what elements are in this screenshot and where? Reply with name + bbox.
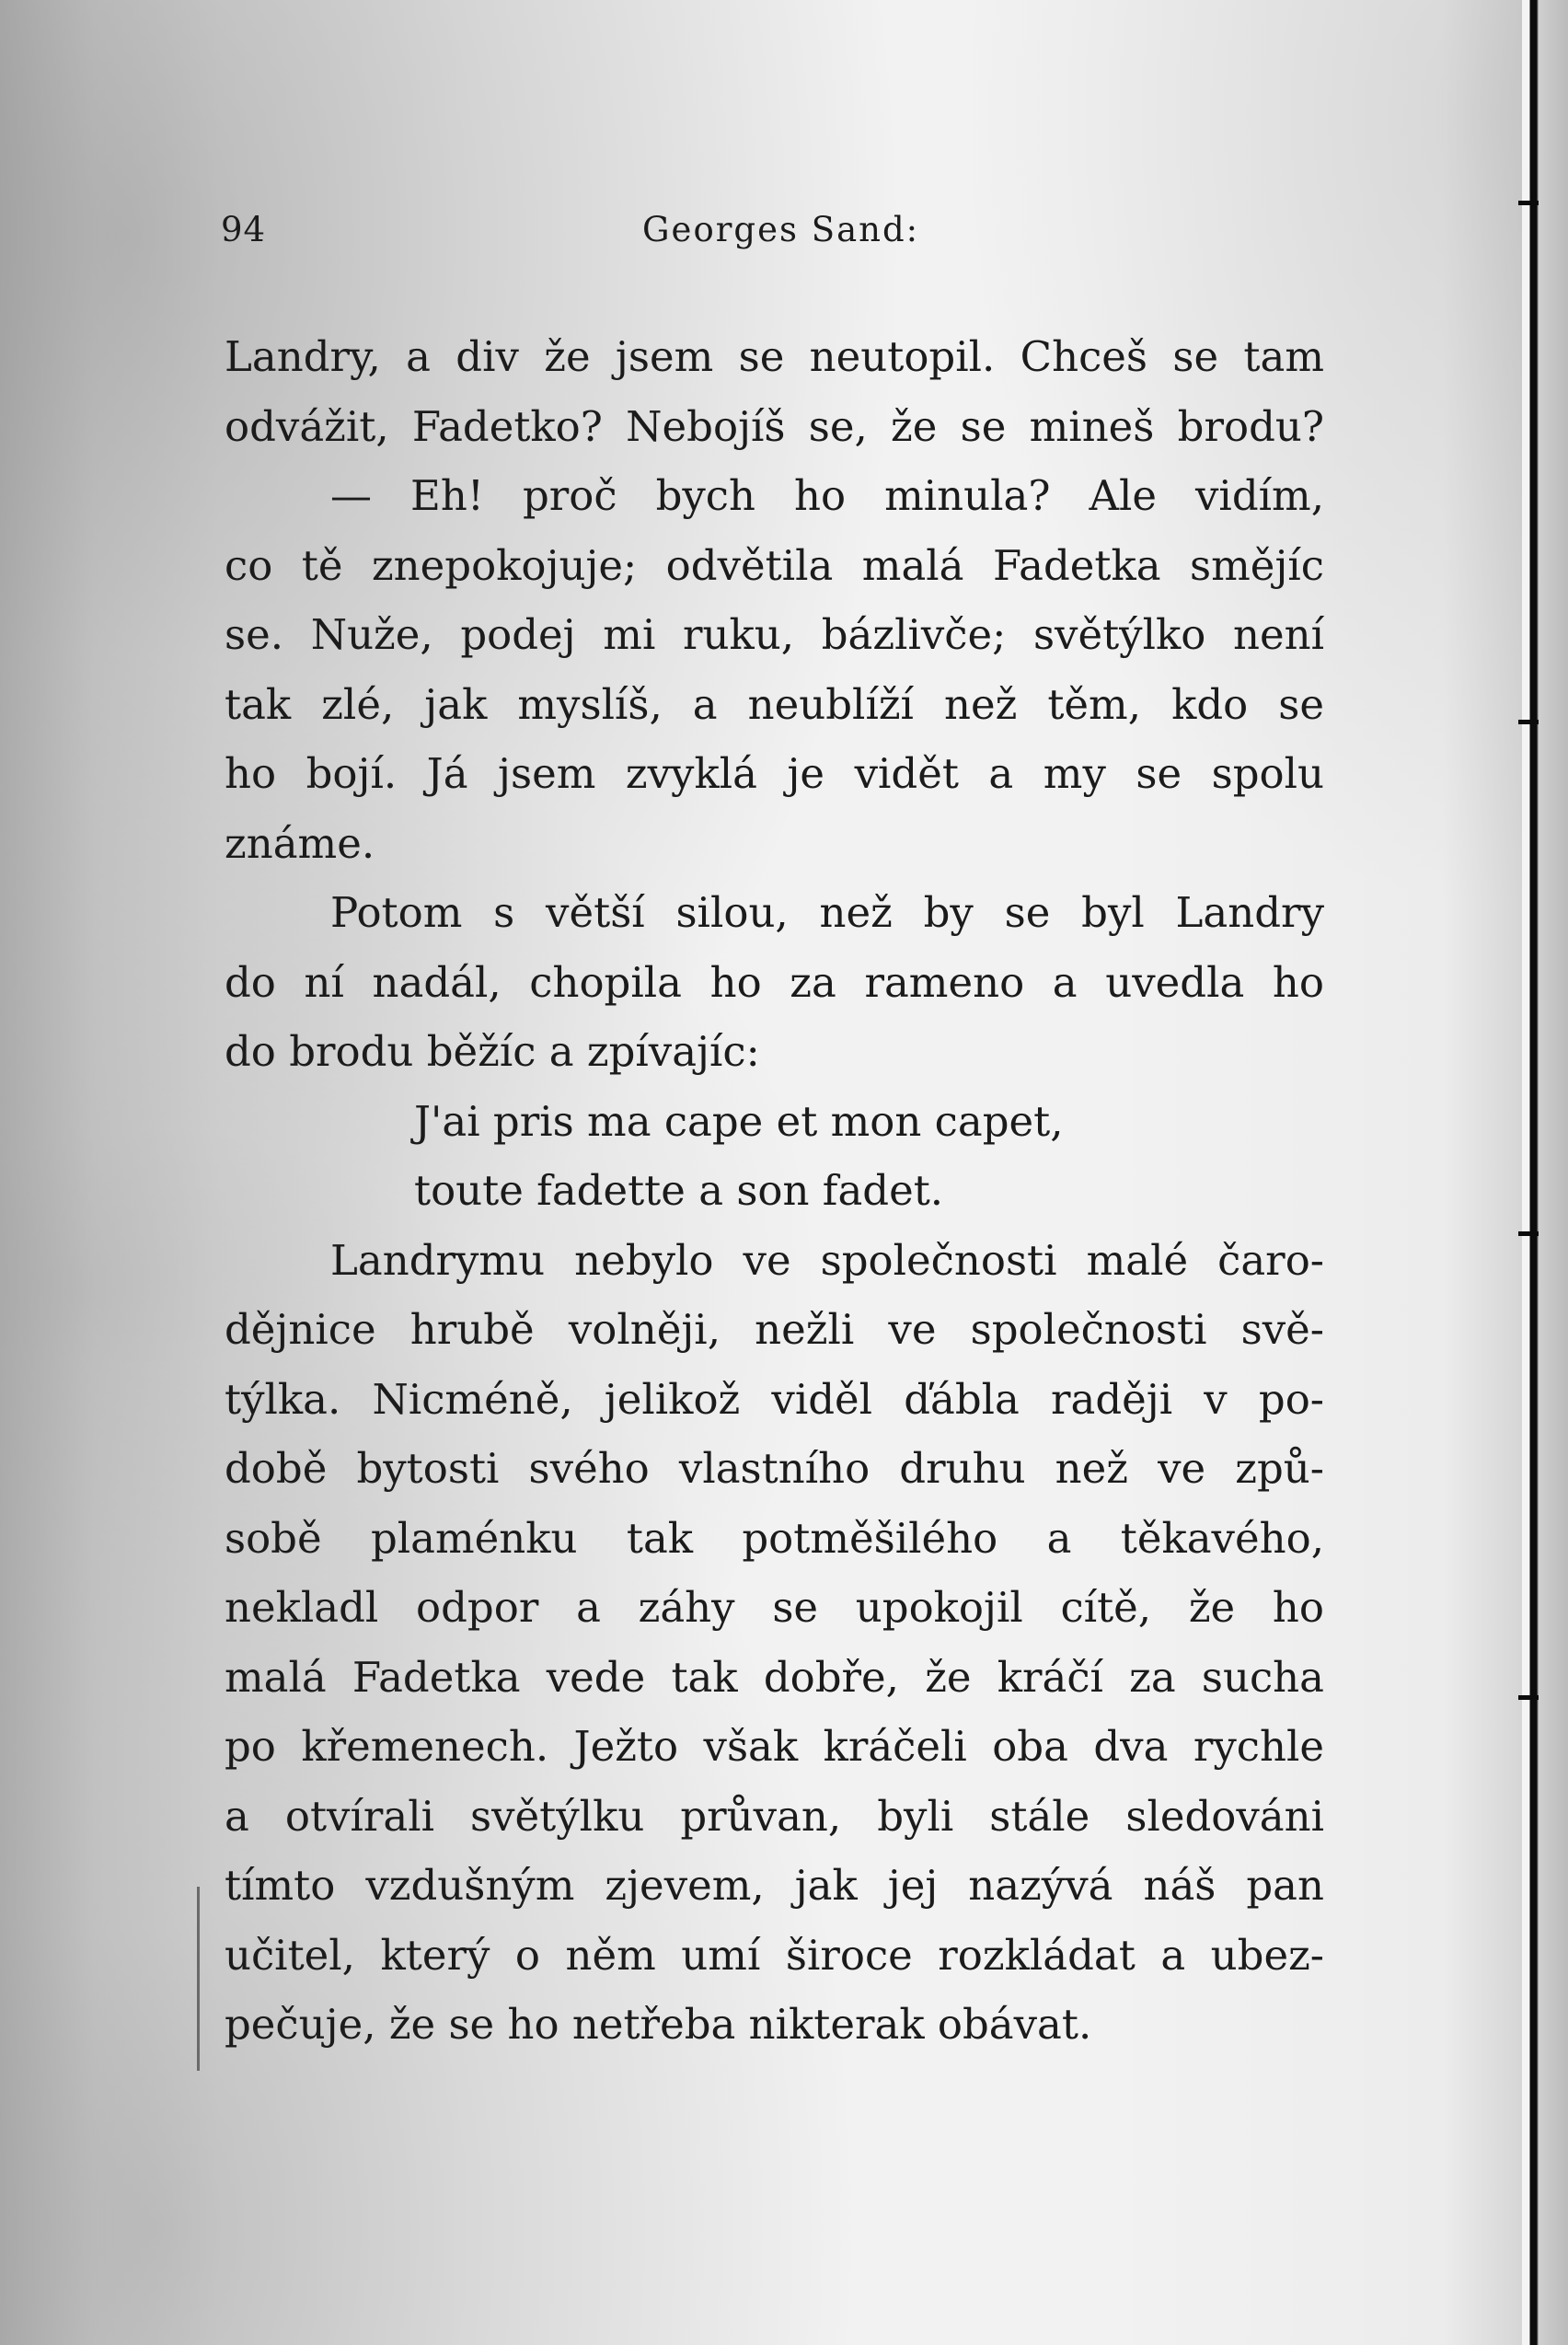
text-line: a otvírali světýlku průvan, byli stále sledováni bbox=[225, 1791, 1324, 1841]
text-line: pečuje, že se ho netřeba nikterak obávat. bbox=[225, 2000, 1092, 2049]
text-line: do ní nadál, chopila ho za rameno a uvedla ho bbox=[225, 957, 1324, 1007]
text-line: tímto vzdušným zjevem, jak jej nazývá náš pan bbox=[225, 1861, 1324, 1910]
text-line: malá Fadetka vede tak dobře, že kráčí za sucha bbox=[225, 1652, 1324, 1702]
text-line: týlka. Nicméně, jelikož viděl ďábla raději v po- bbox=[225, 1374, 1324, 1424]
text-line: Landry, a div že jsem se neutopil. Chceš se tam bbox=[225, 332, 1324, 381]
text-line: odvážit, Fadetko? Nebojíš se, že se mineš brodu? bbox=[225, 401, 1324, 451]
text-line: sobě plaménku tak potměšilého a těkavého, bbox=[225, 1513, 1324, 1563]
text-line: se. Nuže, podej mi ruku, bázlivče; světýlko není bbox=[225, 610, 1324, 659]
page-number: 94 bbox=[221, 210, 267, 249]
margin-mark bbox=[197, 1887, 200, 2071]
text-line: tak zlé, jak myslíš, a neublíží než těm, kdo se bbox=[225, 679, 1324, 729]
text-line: ho bojí. Já jsem zvyklá je vidět a my se spolu bbox=[225, 749, 1324, 798]
text-line: Landrymu nebylo ve společnosti malé čaro- bbox=[330, 1235, 1324, 1285]
body-text bbox=[225, 322, 1324, 2060]
edge-mark bbox=[1518, 720, 1539, 724]
text-line: učitel, který o něm umí široce rozkládat a ubez- bbox=[225, 1930, 1324, 1980]
text-line: Potom s větší silou, než by se byl Landry bbox=[330, 888, 1324, 937]
running-head-title: Georges Sand: bbox=[642, 210, 920, 249]
text-line: po křemenech. Ježto však kráčeli oba dva rychle bbox=[225, 1722, 1324, 1771]
text-line: známe. bbox=[225, 818, 375, 868]
text-line: nekladl odpor a záhy se upokojil cítě, že ho bbox=[225, 1583, 1324, 1632]
text-line: době bytosti svého vlastního druhu než ve způ- bbox=[225, 1444, 1324, 1493]
text-line: dějnice hrubě volněji, nežli ve společnosti svě- bbox=[225, 1305, 1324, 1354]
text-line: — Eh! proč bych ho minula? Ale vidím, bbox=[330, 471, 1324, 520]
text-line: co tě znepokojuje; odvětila malá Fadetka smějíc bbox=[225, 540, 1324, 590]
running-head bbox=[221, 210, 1371, 256]
edge-mark bbox=[1518, 1695, 1539, 1700]
edge-mark bbox=[1518, 1231, 1539, 1236]
text-line: do brodu běžíc a zpívajíc: bbox=[225, 1027, 760, 1076]
page-edge-binding bbox=[1522, 0, 1568, 2345]
verse-line: J'ai pris ma cape et mon capet, bbox=[414, 1096, 1064, 1146]
verse-line: toute fadette a son fadet. bbox=[414, 1166, 944, 1215]
edge-mark bbox=[1518, 201, 1539, 205]
